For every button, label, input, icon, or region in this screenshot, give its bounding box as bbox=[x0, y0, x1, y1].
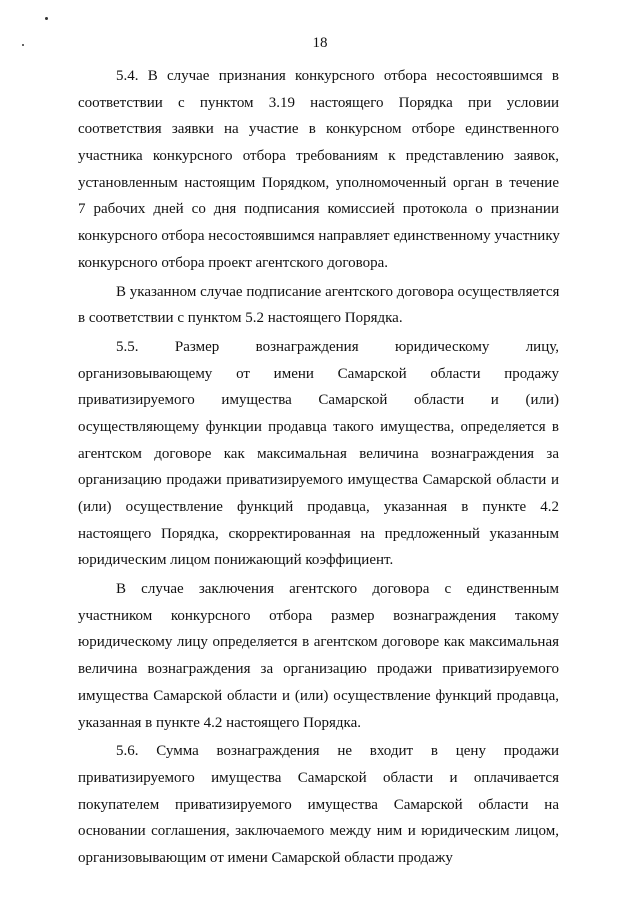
text-line: установленным настоящим Порядком, уполномоченный орган в течение bbox=[78, 174, 559, 191]
text-line: юридическим лицом понижающий коэффициент. bbox=[78, 552, 394, 569]
text-line: покупателем приватизируемого имущества Самарской области на bbox=[78, 796, 559, 813]
paragraph bbox=[78, 738, 559, 871]
text-line: соответствии с пунктом 3.19 настоящего Порядка при условии bbox=[78, 94, 559, 111]
text-line: организовывающим от имени Самарской области продажу bbox=[78, 849, 453, 866]
text-line: агентском договоре как максимальная величина вознаграждения за bbox=[78, 445, 559, 462]
text-line: приватизируемого имущества Самарской области и оплачивается bbox=[78, 769, 559, 786]
page-number: 18 bbox=[312, 35, 328, 51]
text-line: организовывающему от имени Самарской области продажу bbox=[78, 365, 559, 382]
text-line: В указанном случае подписание агентского договора осуществляется bbox=[116, 283, 560, 300]
text-line: 5.6. Сумма вознаграждения не входит в цену продажи bbox=[116, 743, 559, 760]
text-line: основании соглашения, заключаемого между ним и юридическим лицом, bbox=[78, 823, 559, 840]
text-line: имущества Самарской области и (или) осуществление функций продавца, bbox=[78, 687, 559, 704]
text-line: организацию продажи приватизируемого имущества Самарской области и bbox=[78, 472, 559, 489]
text-line: указанная в пункте 4.2 настоящего Порядка. bbox=[78, 714, 361, 731]
text-line: участником конкурсного отбора размер вознаграждения такому bbox=[78, 607, 559, 624]
text-line: конкурсного отбора проект агентского договора. bbox=[78, 254, 389, 271]
text-line: участника конкурсного отбора требованиям к представлению заявок, bbox=[78, 148, 559, 165]
paragraph bbox=[78, 334, 559, 574]
scan-speck bbox=[45, 17, 48, 20]
text-line: В случае заключения агентского договора с единственным bbox=[116, 581, 559, 598]
text-line: 5.5. Размер вознаграждения юридическому лицу, bbox=[116, 338, 559, 355]
text-line: осуществляющему функции продавца такого имущества, определяется в bbox=[78, 418, 559, 435]
text-line: 5.4. В случае признания конкурсного отбора несостоявшимся в bbox=[116, 68, 559, 84]
text-line: (или) осуществление функций продавца, указанная в пункте 4.2 bbox=[78, 499, 559, 515]
text-line: юридическому лицу определяется в агентском договоре как максимальная bbox=[78, 634, 559, 651]
text-line: соответствия заявки на участие в конкурсном отборе единственного bbox=[78, 121, 559, 138]
text-line: настоящего Порядка, скорректированная на предложенный указанным bbox=[78, 525, 559, 542]
text-line: конкурсного отбора несостоявшимся направляет единственному участнику bbox=[78, 228, 560, 245]
text-line: в соответствии с пунктом 5.2 настоящего Порядка. bbox=[78, 310, 403, 327]
document-body bbox=[78, 63, 559, 874]
text-line: величина вознаграждения за организацию продажи приватизируемого bbox=[78, 661, 559, 678]
paragraph bbox=[78, 279, 559, 332]
paragraph bbox=[78, 63, 559, 277]
paragraph bbox=[78, 576, 559, 736]
text-line: приватизируемого имущества Самарской области и (или) bbox=[78, 392, 559, 409]
text-line: 7 рабочих дней со дня подписания комиссией протокола о признании bbox=[78, 201, 559, 218]
